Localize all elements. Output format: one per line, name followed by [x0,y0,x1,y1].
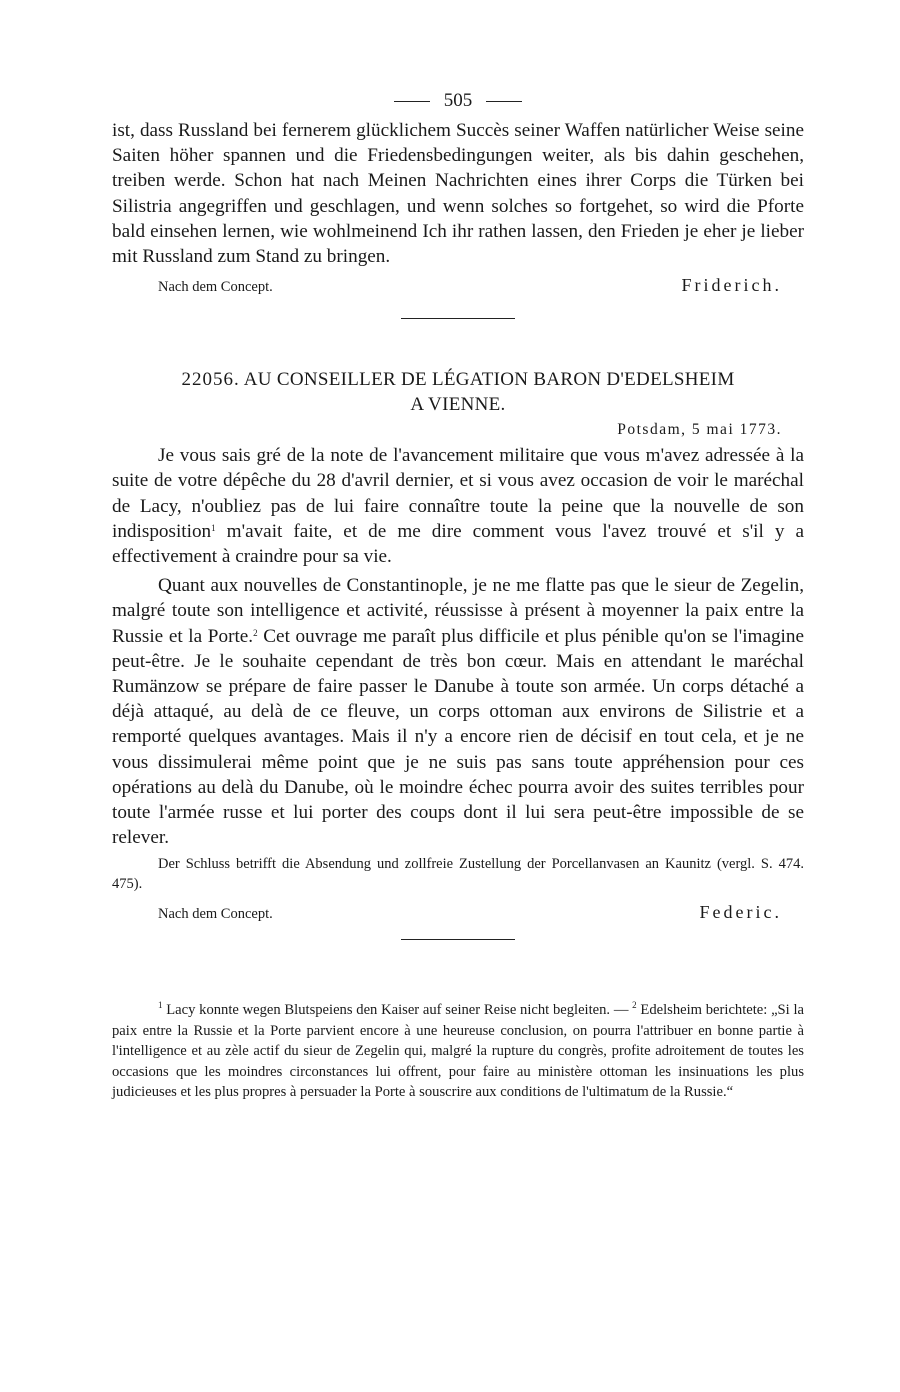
footnote-2-marker: 2 [632,1000,637,1011]
continuation-signature: Friderich. [681,275,782,296]
letter-signature: Federic. [699,902,782,923]
letter-heading [112,367,804,417]
editorial-summary-text: Der Schluss betrifft die Absendung und zollfreie Zustellung der Porcellanvasen an Kaunitz (vergl. S. 474. 475). [112,856,804,893]
book-page [112,86,804,1103]
continuation-signature-row [112,275,804,296]
footnote-1-marker: 1 [158,1000,163,1011]
letter-addressee: AU CONSEILLER DE LÉGATION BARON D'EDELSHEIM [243,369,735,391]
footnote-1-text: Lacy konnte wegen Blutspeiens den Kaiser auf seiner Reise nicht begleiten. — [162,1002,633,1019]
section-divider [401,318,515,319]
letter-paragraph-2 [112,573,804,850]
letter-title-line1 [112,367,804,392]
letter-paragraph-1 [112,443,804,569]
footnote-ref-1: 1 [211,522,216,533]
page-number-dash-right [486,101,522,102]
paragraph-2-text-a: Quant aux nouvelles de Constantinople, je ne me flatte pas que le sieur de Zegelin, malgré toute son intelligence et activité, réussisse à présent à moyenner la paix entre la Russie et la Porte. [112,575,804,647]
paragraph-1-text-b: m'avait faite, et de me dire comment vous l'avez trouvé et s'il y a effectivement à craindre pour sa vie. [112,520,804,568]
letter-signature-row [112,902,804,923]
footnotes-text [112,1000,804,1102]
page-number-dash-left [394,101,430,102]
letter-dateline: Potsdam, 5 mai 1773. [617,421,782,439]
continuation-source-note: Nach dem Concept. [158,279,273,296]
footnote-ref-2: 2 [253,627,258,638]
footnotes-block [112,1000,804,1102]
page-number: 505 [443,90,473,111]
paragraph-1-text-a: Je vous sais gré de la note de l'avancement militaire que vous m'avez adressée à la suite de votre dépêche du 28 d'avril dernier, et si vous avez occasion de voir le maréchal de Lacy, n'oubliez pas de lui faire connaître toute la peine que la nouvelle de son indisposition [112,445,804,542]
end-divider [401,939,515,940]
paragraph-2-text-b: Cet ouvrage me paraît plus difficile et plus pénible qu'on se l'imagine peut-être. Je le souhaite cependant de très bon cœur. Mais en attendant le maréchal Rumänzow se prépare de faire passer le Danube à toute son armée. Un corps détaché a déjà attaqué, au delà de ce fleuve, un corps ottoman aux environs de Silistrie et a remporté quelques avantages. Mais il n'y a encore rien de décisif en tout cela, et je ne vous dissimulerai même point que je ne suis pas sans toute appréhension pour ces opérations au delà du Danube, où le moindre échec pourra avoir des suites terribles pour toute l'armée russe et lui porter des coups dont il lui sera peut-être impossible de se relever. [112,625,804,849]
letter-source-note: Nach dem Concept. [158,906,273,923]
page-header [112,86,804,116]
letter-number: 22056. [181,369,240,391]
continuation-paragraph: ist, dass Russland bei fernerem glücklichem Succès seiner Waffen natürlicher Weise seine Saiten höher spannen und die Friedensbedingungen weiter, als bis dahin geschehen, treiben werde. Schon hat nach Meinen Nachrichten eines ihrer Corps die Türken bei Silistria angegriffen und geschlagen, und wenn solches so fortgehet, so wird die Pforte bald einsehen lernen, wie wohlmeinend Ich ihr rathen lassen, den Frieden je eher je lieber mit Russland zum Stand zu bringen. [112,120,804,268]
editorial-summary [112,854,804,894]
letter-title-line2: A VIENNE. [410,394,506,416]
footnote-2-text: Edelsheim berichtete: „Si la paix entre la Russie et la Porte parvient encore à une heureuse conclusion, on pourra l'attribuer en bonne partie à l'intelligence et au zèle actif du sieur de Zegelin qui, malgré la rupture du congrès, profite adroitement de toutes les occasions que les moindres circonstances lui offrent, pour faire au ministère ottoman les insinuations les plus judicieuses et les plus propres à persuader la Porte à souscrire aux conditions de l'ultimatum de la Russie.“ [112,1002,804,1101]
